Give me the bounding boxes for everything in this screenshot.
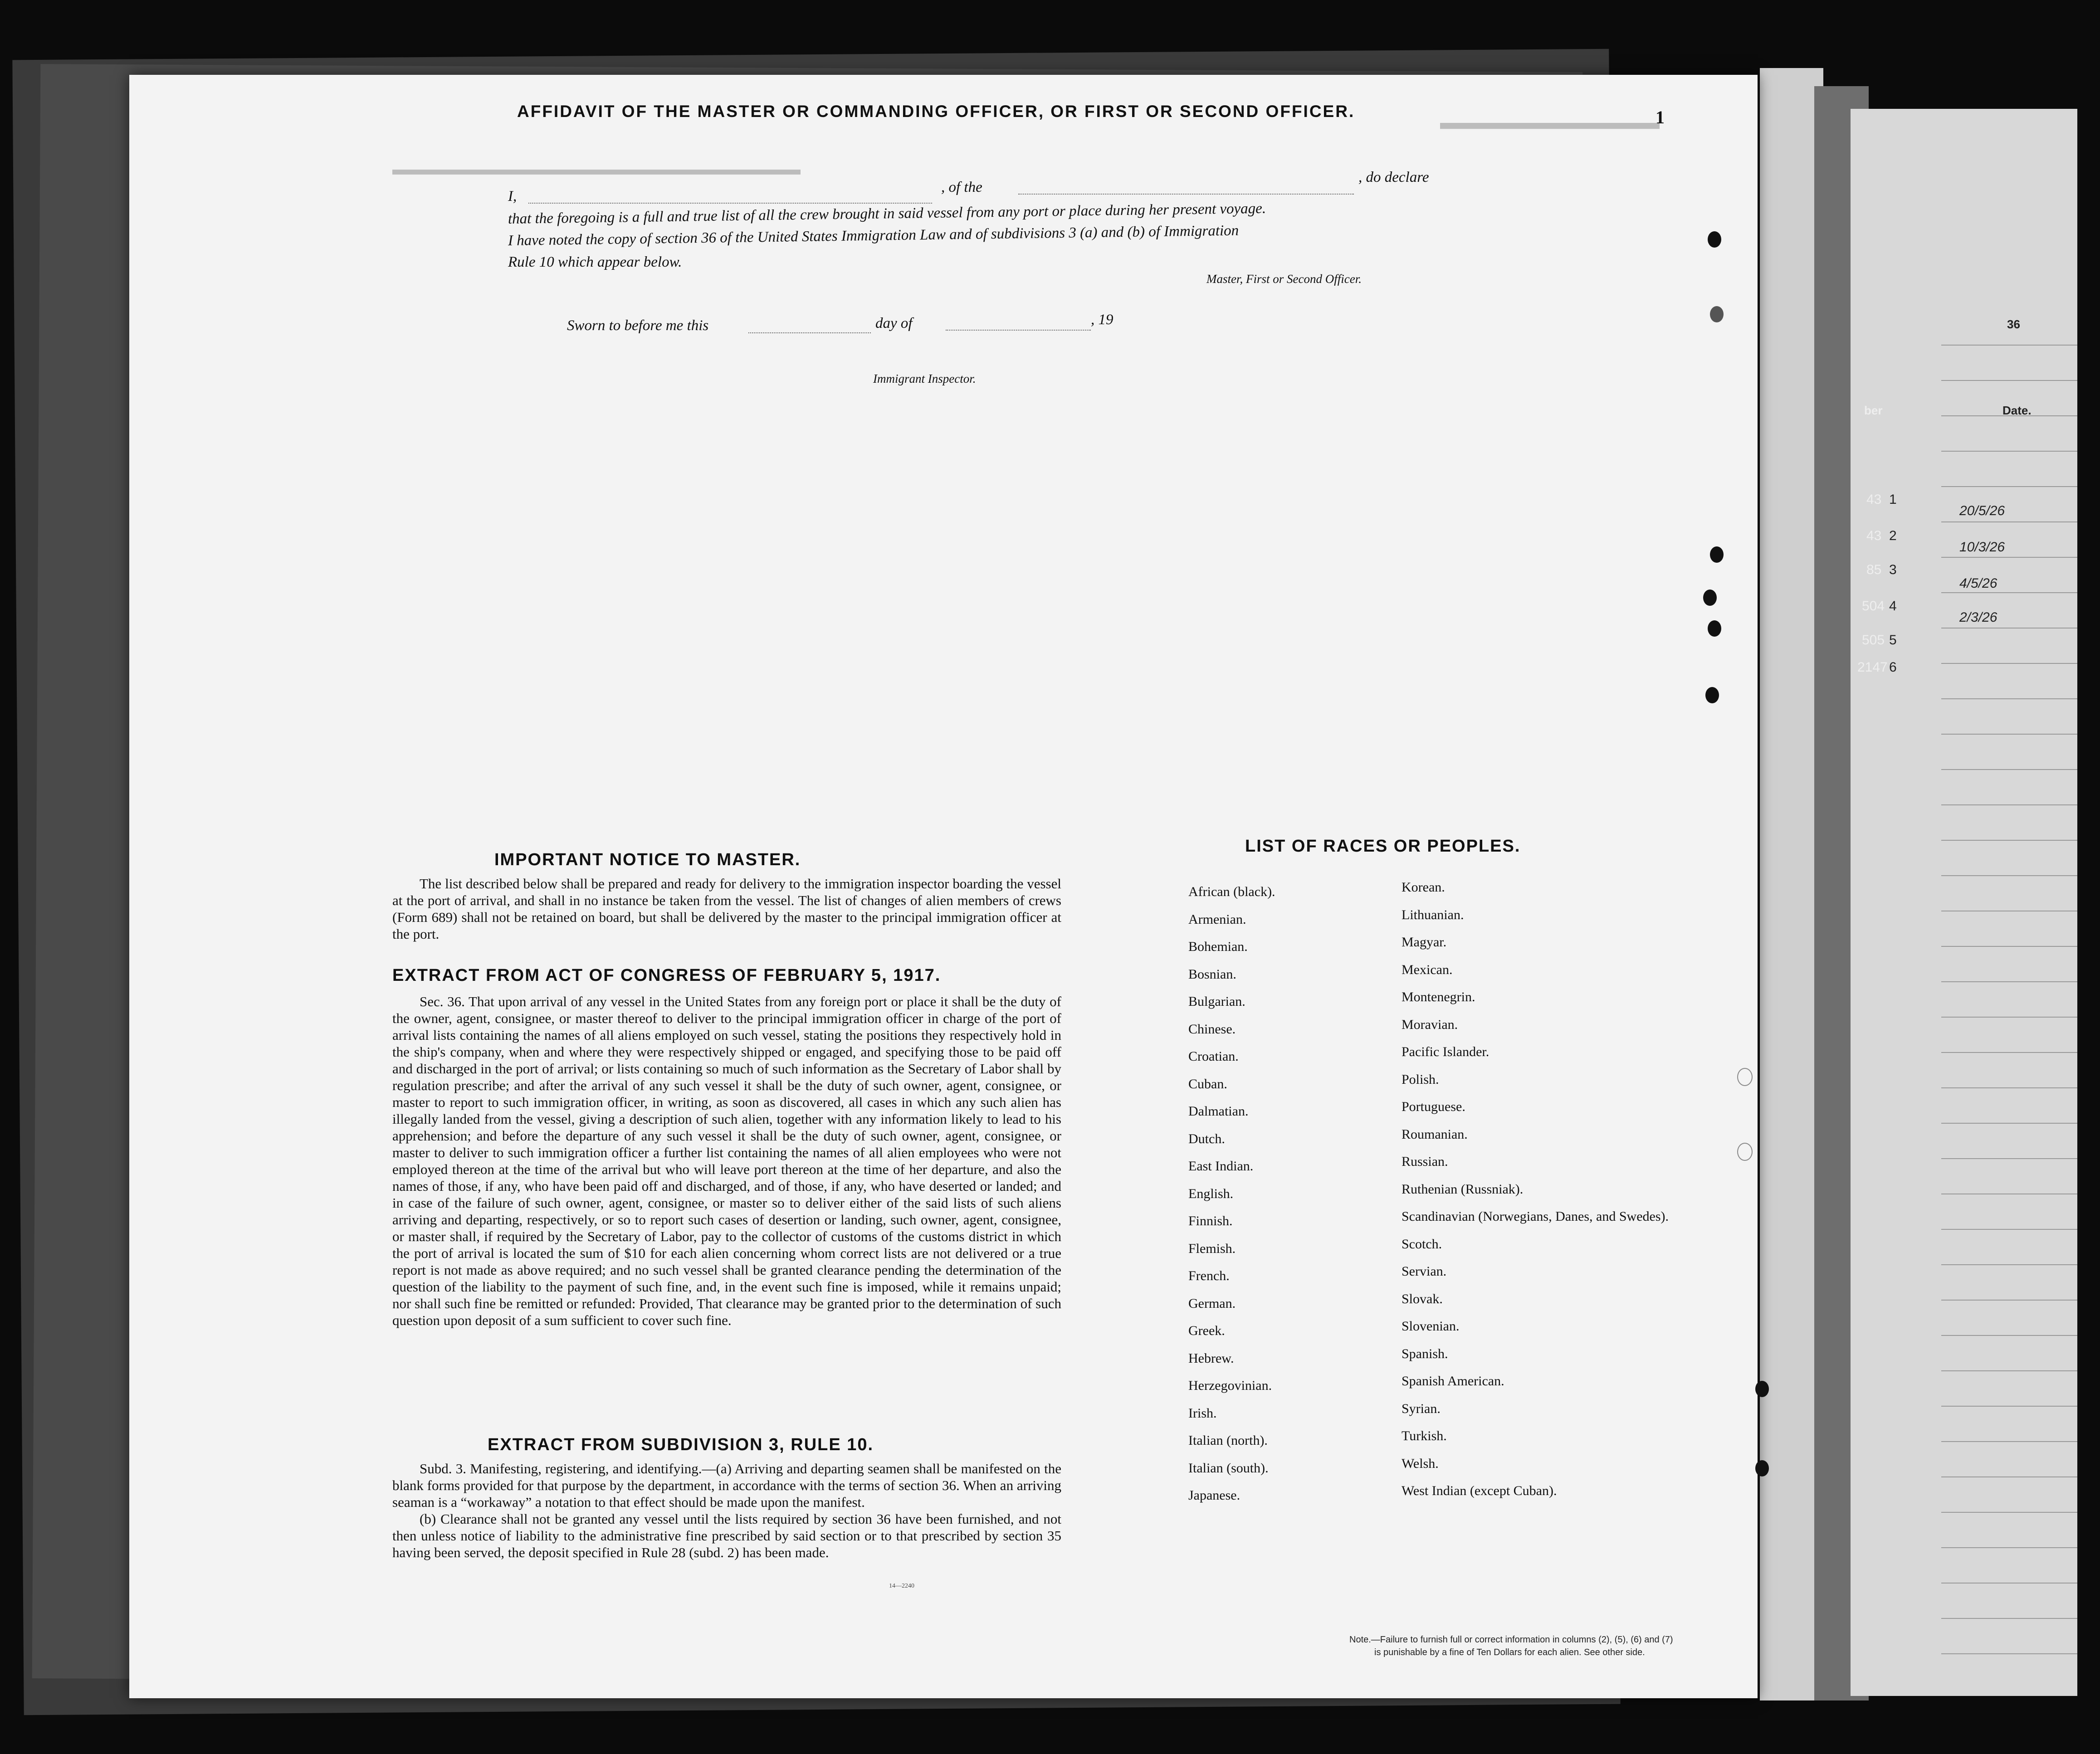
- race-item: German.: [1188, 1296, 1236, 1311]
- extract-act-title: EXTRACT FROM ACT OF CONGRESS OF FEBRUARY 5, 1917.: [392, 966, 941, 985]
- ledger-rule-line: [1941, 1335, 2077, 1336]
- ledger-header-date: Date.: [2002, 404, 2032, 417]
- ledger-rule-line: [1941, 734, 2077, 735]
- ledger-date: 2/3/26: [1959, 610, 1997, 625]
- form-number: 14—2240: [889, 1583, 914, 1589]
- bleed-through: ▬▬▬▬▬▬▬▬▬▬▬: [1440, 118, 1660, 141]
- ledger-rule-line: [1941, 345, 2077, 346]
- ledger-rule-line: [1941, 1087, 2077, 1088]
- footer-note-line1: Note.—Failure to furnish full or correct information in columns (2), (5), (6) and (7): [1349, 1635, 1673, 1645]
- race-item: Servian.: [1402, 1264, 1447, 1279]
- race-item: Korean.: [1402, 880, 1445, 895]
- ledger-num: 2147: [1857, 660, 1888, 675]
- ledger-date: 4/5/26: [1959, 576, 1997, 591]
- punch-hole: [1755, 1381, 1769, 1397]
- document-page: [129, 75, 1758, 1698]
- race-item: Montenegrin.: [1402, 989, 1475, 1004]
- race-item: Irish.: [1188, 1405, 1217, 1421]
- ledger-rule-line: [1941, 628, 2077, 629]
- race-item: Pacific Islander.: [1402, 1044, 1490, 1059]
- race-item: Slovenian.: [1402, 1319, 1460, 1334]
- ledger-rule-line: [1941, 1441, 2077, 1442]
- race-item: Russian.: [1402, 1154, 1448, 1169]
- ledger-idx: 1: [1889, 492, 1897, 507]
- vessel-blank: [1018, 194, 1354, 195]
- paper-edge-right: [1760, 68, 1823, 1700]
- bleed-through: ▬▬▬▬▬▬▬▬▬▬▬▬▬▬▬▬▬▬▬▬▬▬▬▬▬: [392, 166, 801, 185]
- ledger-rule-line: [1941, 981, 2077, 982]
- race-item: Magyar.: [1402, 935, 1447, 950]
- punch-hole: [1708, 231, 1721, 248]
- ledger-date: 20/5/26: [1959, 503, 2005, 518]
- race-item: Herzegovinian.: [1188, 1378, 1272, 1393]
- ledger-page: [1851, 109, 2077, 1696]
- race-item: Dalmatian.: [1188, 1104, 1249, 1119]
- race-item: Welsh.: [1402, 1456, 1439, 1471]
- races-column-2: [1402, 880, 1669, 1511]
- race-item: Slovak.: [1402, 1291, 1443, 1306]
- race-item: Scotch.: [1402, 1236, 1442, 1252]
- ledger-rule-line: [1941, 1017, 2077, 1018]
- race-item: Lithuanian.: [1402, 907, 1464, 922]
- notice-title: IMPORTANT NOTICE TO MASTER.: [494, 850, 801, 869]
- ledger-rule-line: [1941, 1123, 2077, 1124]
- race-item: Bulgarian.: [1188, 994, 1245, 1009]
- ledger-idx: 4: [1889, 599, 1897, 614]
- race-item: Bohemian.: [1188, 939, 1248, 954]
- punch-hole: [1710, 306, 1724, 322]
- race-item: Polish.: [1402, 1072, 1439, 1087]
- ledger-rule-line: [1941, 557, 2077, 558]
- race-item: Croatian.: [1188, 1049, 1239, 1064]
- race-item: English.: [1188, 1186, 1234, 1201]
- affidavit-title: AFFIDAVIT OF THE MASTER OR COMMANDING OFFICER, OR FIRST OR SECOND OFFICER.: [517, 102, 1355, 121]
- affidavit-line3: I have noted the copy of section 36 of the United States Immigration Law and of subdivisions 3 (a) and (b) of Immigration: [508, 222, 1239, 249]
- ledger-num: 85: [1866, 562, 1882, 577]
- race-item: Italian (north).: [1188, 1433, 1268, 1448]
- race-item: West Indian (except Cuban).: [1402, 1483, 1557, 1498]
- ledger-num: 504: [1862, 599, 1885, 614]
- ledger-header-ber: ber: [1864, 404, 1883, 417]
- ledger-idx: 2: [1889, 528, 1897, 543]
- extract-rule-title: EXTRACT FROM SUBDIVISION 3, RULE 10.: [488, 1435, 874, 1454]
- punch-hole: [1703, 590, 1717, 606]
- ledger-rule-line: [1941, 840, 2077, 841]
- race-item: Moravian.: [1402, 1017, 1458, 1032]
- ledger-rule-line: [1941, 804, 2077, 805]
- ledger-rule-line: [1941, 1406, 2077, 1407]
- ledger-idx: 6: [1889, 660, 1897, 675]
- master-signature-label: Master, First or Second Officer.: [1206, 272, 1362, 286]
- ledger-idx: 3: [1889, 562, 1897, 577]
- race-item: East Indian.: [1188, 1159, 1254, 1174]
- race-item: Chinese.: [1188, 1021, 1236, 1037]
- page-number: 1: [1656, 107, 1665, 127]
- ledger-rule-line: [1941, 1653, 2077, 1654]
- notice-text: [392, 875, 1061, 942]
- ledger-rule-line: [1941, 1476, 2077, 1477]
- ledger-rule-line: [1941, 875, 2077, 876]
- race-item: African (black).: [1188, 884, 1275, 899]
- footer-note-line2: is punishable by a fine of Ten Dollars for each alien. See other side.: [1374, 1647, 1645, 1657]
- race-item: Spanish.: [1402, 1346, 1448, 1361]
- race-item: Syrian.: [1402, 1401, 1441, 1416]
- punch-hole-outline: [1737, 1143, 1753, 1161]
- ledger-num: 43: [1866, 528, 1882, 543]
- affidavit-line2: that the foregoing is a full and true list of all the crew brought in said vessel from any port or place during her present voyage.: [508, 200, 1266, 227]
- race-item: Portuguese.: [1402, 1099, 1465, 1114]
- race-item: French.: [1188, 1268, 1230, 1283]
- punch-hole: [1710, 546, 1724, 563]
- punch-hole: [1708, 620, 1721, 637]
- ledger-rule-line: [1941, 1158, 2077, 1159]
- punch-hole: [1755, 1460, 1769, 1476]
- year-label: , 19: [1091, 312, 1113, 328]
- ledger-rule-line: [1941, 451, 2077, 452]
- race-item: Dutch.: [1188, 1131, 1225, 1146]
- ledger-date: 10/3/26: [1959, 540, 2005, 555]
- race-item: Spanish American.: [1402, 1374, 1504, 1389]
- race-item: Japanese.: [1188, 1488, 1240, 1503]
- race-item: Roumanian.: [1402, 1126, 1468, 1142]
- sworn-day-blank: [748, 332, 871, 333]
- name-blank: [528, 203, 932, 204]
- ledger-rule-line: [1941, 521, 2077, 522]
- ledger-rule-line: [1941, 486, 2077, 487]
- inspector-signature-label: Immigrant Inspector.: [873, 372, 976, 385]
- ledger-rule-line: [1941, 1547, 2077, 1548]
- extract-rule-text: [392, 1460, 1061, 1561]
- ledger-rule-line: [1941, 1512, 2077, 1513]
- punch-hole: [1705, 687, 1719, 703]
- ledger-rule-line: [1941, 1370, 2077, 1371]
- affidavit-line4: Rule 10 which appear below.: [508, 254, 682, 270]
- race-item: Armenian.: [1188, 911, 1246, 927]
- race-item: Hebrew.: [1188, 1350, 1234, 1366]
- ledger-num: 505: [1862, 633, 1885, 648]
- extract-act-text: [392, 993, 1061, 1329]
- rule-paragraph-a: Subd. 3. Manifesting, registering, and identifying.—(a) Arriving and departing seamen shall be manifested on the blank forms provided for that purpose by the department, in accordance with the terms of section 36. When an arriving seaman is a “workaway” a notation to that effect should be made upon the manifest.: [392, 1461, 1061, 1510]
- day-of-label: day of: [875, 315, 913, 331]
- rule-paragraph-b: (b) Clearance shall not be granted any vessel until the lists required by section 36 have been furnished, and not then unless notice of liability to the administrative fine prescribed by said section or to that prescribed by section 35 having been served, the deposit specified in Rule 28 (subd. 2) has been made.: [392, 1511, 1061, 1560]
- affidavit-i: I,: [508, 188, 517, 205]
- sworn-label: Sworn to before me this: [567, 317, 709, 334]
- ledger-idx: 5: [1889, 633, 1897, 648]
- affidavit-declare: , do declare: [1358, 169, 1429, 185]
- ledger-rule-line: [1941, 1618, 2077, 1619]
- race-item: Flemish.: [1188, 1241, 1236, 1256]
- race-item: Turkish.: [1402, 1428, 1447, 1443]
- extract-act-paragraph: Sec. 36. That upon arrival of any vessel in the United States from any foreign port or place it shall be the duty of the owner, agent, consignee, or master thereof to deliver to the principal immigration officer in charge of the port of arrival lists containing the names of all aliens employed on such vessel, stating the positions they respectively hold in the ship's company, when and where they were respectively shipped or engaged, and specifying those to be paid off and discharged in the port of arrival; or lists containing so much of such information as the Secretary of Labor shall by regulation prescribe; and after the arrival of any such vessel it shall be the duty of such owner, agent, consignee, or master to report to such immigration officer, in writing, as soon as discovered, all cases in which any such alien has illegally landed from the vessel, giving a description of such alien, together with any information likely to lead to his apprehension; and before the departure of any such vessel it shall be the duty of such owner, agent, consignee, or master to deliver to such immigration officer a further list containing the names of all alien employees who were not employed thereon at the time of the arrival but who will leave port thereon at the time of her departure, and also the names of those, if any, who have been paid off and discharged, and of those, if any, who have deserted or landed; and in case of the failure of such owner, agent, consignee, or master so to deliver either of the said lists of such aliens arriving and departing, respectively, or so to report such cases of desertion or landing, such owner, agent, consignee, or master shall, if required by the Secretary of Labor, pay to the collector of customs of the customs district in which the port of arrival is located the sum of $10 for each alien concerning whom correct lists are not delivered or a true report is not made as above required; and no such vessel shall be granted clearance pending the determination of the question of the liability to the payment of such fine, and, in the event such fine is imposed, while it remains unpaid; nor shall such fine be remitted or refunded: Provided, That clearance may be granted prior to the determination of such question upon deposit of a sum sufficient to cover such fine.: [392, 994, 1061, 1328]
- ledger-rule-line: [1941, 1264, 2077, 1265]
- ledger-rule-line: [1941, 769, 2077, 770]
- ledger-num: 43: [1866, 492, 1882, 507]
- ledger-rule-line: [1941, 380, 2077, 381]
- race-item: Greek.: [1188, 1323, 1225, 1338]
- race-item: Italian (south).: [1188, 1460, 1269, 1476]
- ledger-rule-line: [1941, 1229, 2077, 1230]
- race-item: Finnish.: [1188, 1213, 1233, 1228]
- races-column-1: [1188, 884, 1275, 1515]
- month-blank: [946, 330, 1091, 331]
- punch-hole-outline: [1737, 1068, 1753, 1086]
- ledger-header-num: 36: [2007, 317, 2020, 331]
- ledger-rule-line: [1941, 698, 2077, 699]
- race-item: Ruthenian (Russniak).: [1402, 1181, 1524, 1197]
- race-item: Bosnian.: [1188, 966, 1236, 982]
- ledger-rule-line: [1941, 946, 2077, 947]
- affidavit-of-the: , of the: [941, 179, 982, 195]
- races-title: LIST OF RACES OR PEOPLES.: [1245, 837, 1521, 856]
- race-item: Mexican.: [1402, 962, 1453, 977]
- ledger-rule-line: [1941, 1052, 2077, 1053]
- ledger-rule-line: [1941, 663, 2077, 664]
- race-item: Cuban.: [1188, 1076, 1227, 1091]
- notice-paragraph: The list described below shall be prepared and ready for delivery to the immigration inspector boarding the vessel at the port of arrival, and shall in no instance be taken from the vessel. The list of changes of alien members of crews (Form 689) shall not be retained on board, but shall be delivered by the master to the principal immigration officer at the port.: [392, 876, 1061, 942]
- race-item: Scandinavian (Norwegians, Danes, and Swedes).: [1402, 1209, 1669, 1224]
- ledger-rule-line: [1941, 592, 2077, 593]
- ledger-rule-line: [1941, 1300, 2077, 1301]
